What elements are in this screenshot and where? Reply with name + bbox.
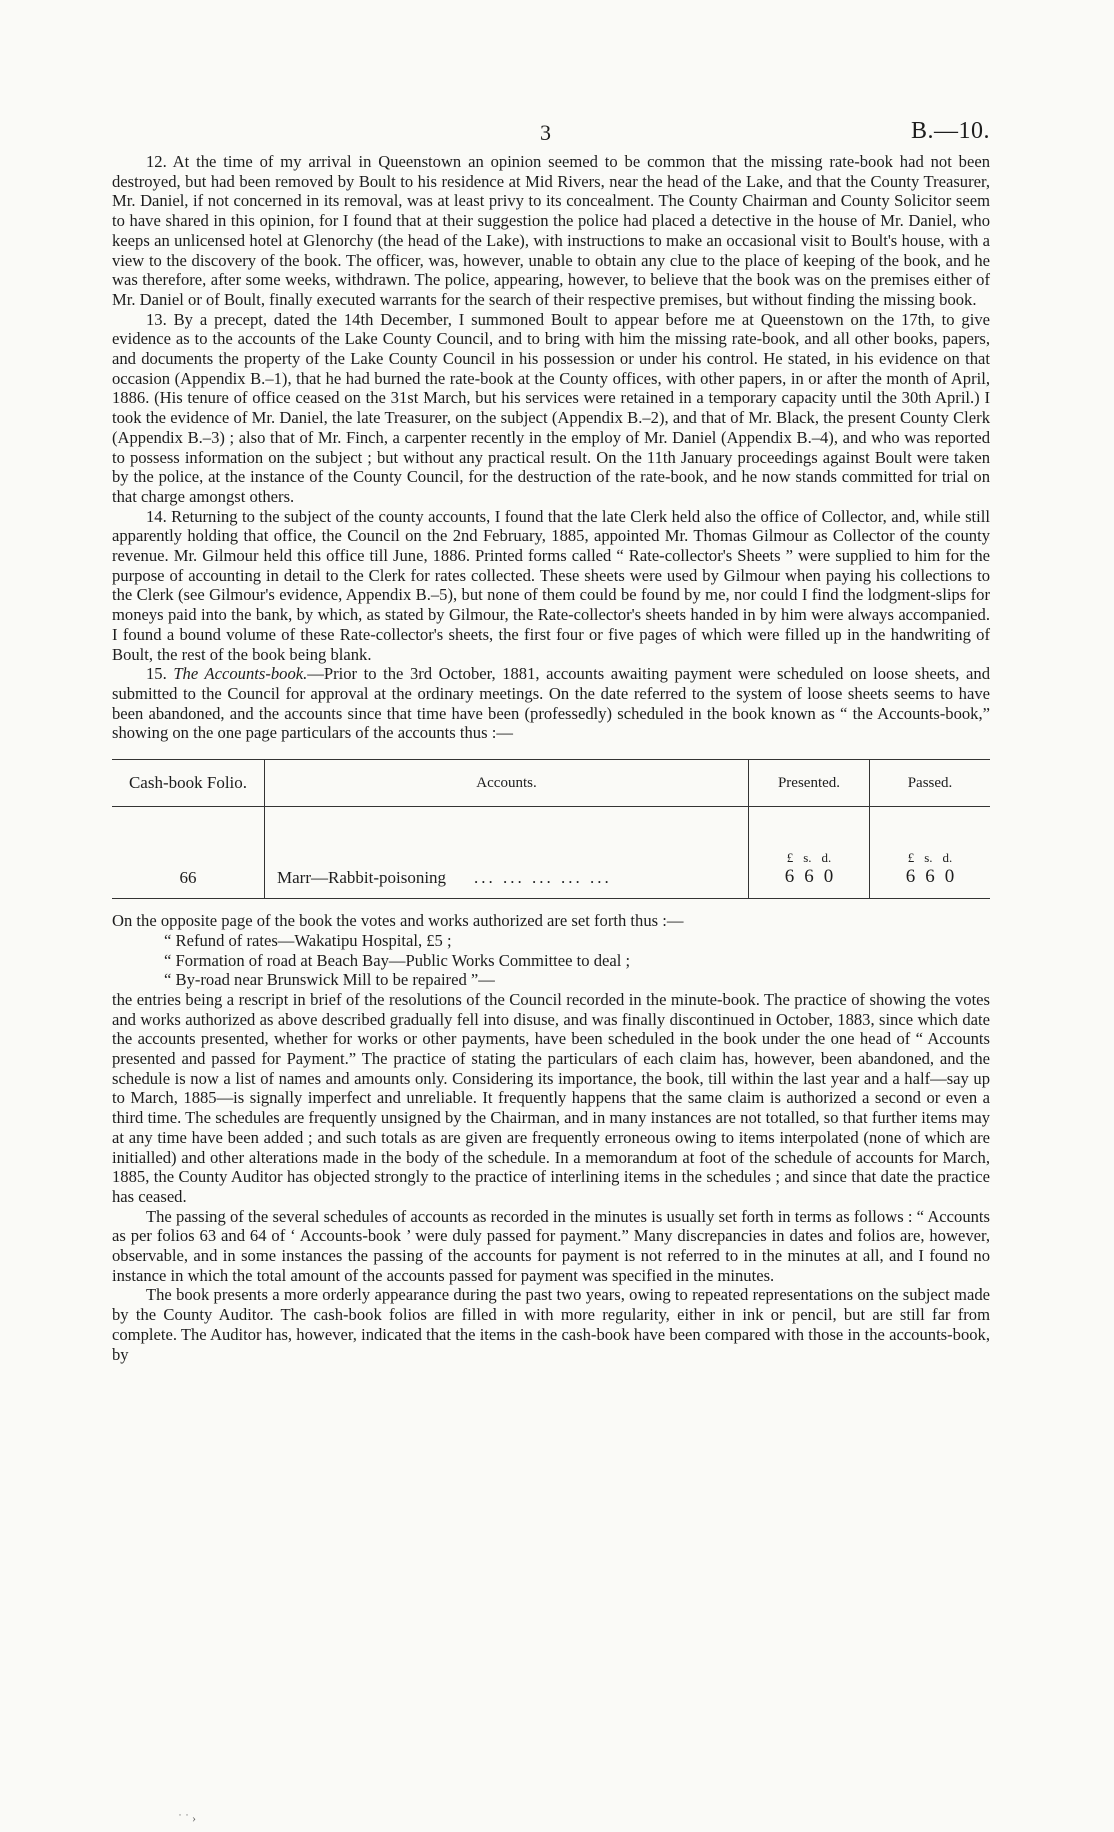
unit-pounds: £ (786, 850, 794, 866)
paragraph-15 (112, 664, 990, 743)
currency-units (787, 850, 832, 866)
paragraph-15-body: —Prior to the 3rd October, 1881, accounts awaiting payment were scheduled on loose sheets, and submitted to the Council for approval at the ordinary meetings. On the date referred to the system of loose sheets seems to have been abandoned, and the accounts since that time have been (professedly) scheduled in the book known as “ the Accounts-book,” showing on the one page particulars of the accounts thus :— (112, 664, 990, 743)
paragraph-15-heading: The Accounts-book. (173, 664, 308, 684)
account-name: Marr—Rabbit-poisoning (277, 868, 447, 888)
paragraph-12: 12. At the time of my arrival in Queenstown an opinion seemed to be common that the missing rate-book had not been destroyed, but had been removed by Boult to his residence at Mid Rivers, near the head of the Lake, and that the County Treasurer, Mr. Daniel, if not concerned in its removal, was at least privy to its concealment. The County Chairman and County Solicitor seem to have shared in this opinion, for I found that at their suggestion the police had placed a detective in the house of Mr. Daniel, who keeps an unlicensed hotel at Glenorchy (the head of the Lake), with instructions to make an occasional visit to Boult's house, with a view to the discovery of the book. The officer, was, however, unable to obtain any clue to the place of keeping of the book, and he was therefore, after some weeks, withdrawn. The police, appearing, however, to believe that the book was on the premises either of Mr. Daniel or of Boult, finally executed warrants for the search of their respective premises, but without finding the missing book. (112, 152, 990, 309)
passed-shillings: 6 (925, 866, 935, 888)
opposite-page-intro: On the opposite page of the book the votes and works authorized are set forth thus :— (112, 911, 684, 931)
cell-presented (749, 807, 870, 899)
quote-line-2: “ Formation of road at Beach Bay—Public Works Committee to deal ; (164, 950, 631, 970)
accounts-table (112, 759, 990, 899)
quote-line-1: “ Refund of rates—Wakatipu Hospital, £5 ; (164, 930, 452, 950)
passed-pounds: 6 (905, 866, 916, 888)
page-header (112, 118, 990, 152)
unit-pence: d. (821, 850, 832, 866)
cell-account (265, 807, 749, 899)
header-passed: Passed. (870, 760, 991, 807)
unit-pounds: £ (907, 850, 915, 866)
paragraph-after-quotes: the entries being a rescript in brief of the resolutions of the Council recorded in the minute-book. The practice of showing the votes and works authorized as above described gradually fell into disuse, and was finally discontinued in October, 1883, since which date the accounts presented, whether for works or other payments, have been scheduled in the book under the one head of “ Accounts presented and passed for Payment.” The practice of stating the particulars of each claim has, however, been abandoned, and the schedule is now a list of names and amounts only. Considering its importance, the book, till within the last year and a half—say up to March, 1885—is signally imperfect and unreliable. It frequently happens that the same claim is authorized a second or even a third time. The schedules are frequently unsigned by the Chairman, and in many instances are not totalled, so that further items may at any time have been added ; and such totals as are given are frequently erroneous owing to items interpolated (none of which are initialled) and other alterations made in the body of the schedule. In a memorandum at foot of the schedule of accounts for March, 1885, the County Auditor has objected strongly to the practice of interlining items in the schedules ; and since that date the practice has ceased. (112, 989, 990, 1206)
paragraph-orderly: The book presents a more orderly appearance during the past two years, owing to repeated representations on the subject made by the County Auditor. The cash-book folios are filled in with more regularity, either in ink or pencil, but are still far from complete. The Auditor has, however, indicated that the items in the cash-book have been compared with those in the accounts-book, by (112, 1285, 990, 1364)
table-row (112, 807, 990, 899)
printer-mark: ˙ ˙ › (178, 1811, 196, 1825)
paragraph-15-number: 15. (146, 664, 174, 684)
unit-shillings: s. (803, 850, 812, 866)
quote-line-3: “ By-road near Brunswick Mill to be repaired ”— (164, 970, 495, 990)
presented-shillings: 6 (804, 866, 814, 888)
header-presented: Presented. (749, 760, 870, 807)
accounts-table-header (112, 760, 990, 807)
presented-pence: 0 (823, 866, 834, 888)
dot-leader: ... ... ... ... ... (474, 868, 612, 888)
presented-pounds: 6 (784, 866, 795, 888)
header-cash-book-folio: Cash-book Folio. (112, 760, 265, 807)
cell-passed (870, 807, 991, 899)
header-accounts: Accounts. (265, 760, 749, 807)
paragraph-passing: The passing of the several schedules of accounts as recorded in the minutes is usually set forth in terms as follows : “ Accounts as per folios 63 and 64 of ‘ Accounts-book ’ were duly passed for payment.” Many discrepancies in dates and folios are, however, observable, and in some instances the passing of the accounts for payment is not referred to in the minutes at all, and I found no instance in which the total amount of the accounts passed for payment was specified in the minutes. (112, 1206, 990, 1285)
unit-shillings: s. (924, 850, 933, 866)
unit-pence: d. (942, 850, 953, 866)
passed-pence: 0 (944, 866, 955, 888)
passed-amount (906, 866, 955, 888)
presented-amount (785, 866, 834, 888)
currency-units (908, 850, 953, 866)
paragraph-14: 14. Returning to the subject of the county accounts, I found that the late Clerk held also the office of Collector, and, while still apparently holding that office, the Council on the 2nd February, 1885, appointed Mr. Thomas Gilmour as Collector of the county revenue. Mr. Gilmour held this office till June, 1886. Printed forms called “ Rate-collector's Sheets ” were supplied to him for the purpose of accounting in detail to the Clerk for rates collected. These sheets were used by Gilmour when paying his collections to the Clerk (see Gilmour's evidence, Appendix B.–5), but none of them could be found by me, nor could I find the lodgment-slips for moneys paid into the bank, by which, as stated by Gilmour, the Rate-collector's sheets handed in by him were always accompanied. I found a bound volume of these Rate-collector's sheets, the first four or five pages of which were filled up in the handwriting of Boult, the rest of the book being blank. (112, 506, 990, 664)
document-code: B.—10. (910, 118, 990, 144)
page-number: 3 (540, 120, 551, 145)
paragraph-13: 13. By a precept, dated the 14th December, I summoned Boult to appear before me at Queenstown on the 17th, to give evidence as to the accounts of the Lake County Council, and to bring with him the missing rate-book, and all other books, papers, and documents the property of the Lake County Council in his possession or under his control. He stated, in his evidence on that occasion (Appendix B.–1), that he had burned the rate-book at the County offices, with other papers, in or after the month of April, 1886. (His tenure of office ceased on the 31st March, but his services were retained in a temporary capacity until the 30th April.) I took the evidence of Mr. Daniel, the late Treasurer, on the subject (Appendix B.–2), and that of Mr. Black, the present County Clerk (Appendix B.–3) ; also that of Mr. Finch, a carpenter recently in the employ of Mr. Daniel (Appendix B.–4), and who was reported to possess information on the subject ; but without any practical result. On the 11th January proceedings against Boult were taken by the police, at the instance of the County Council, for the destruction of the rate-book, and he now stands committed for trial on that charge amongst others. (112, 309, 990, 506)
cell-folio: 66 (112, 807, 265, 899)
